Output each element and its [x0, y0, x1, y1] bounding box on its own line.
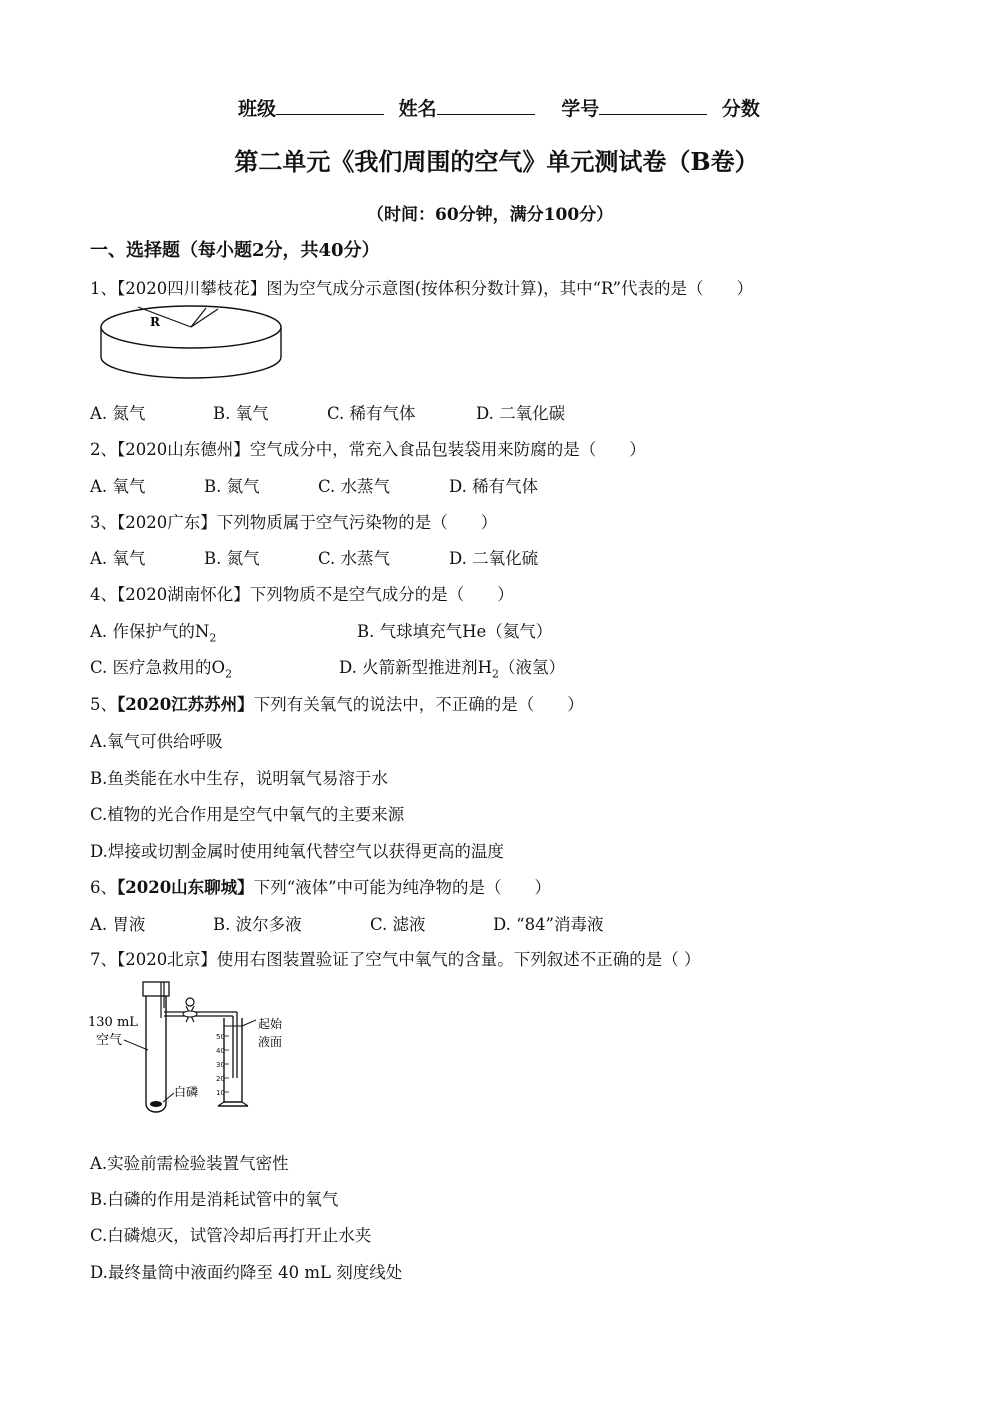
q4-option-b: B. 气球填充气He（氦气）: [357, 622, 553, 641]
class-label: 班级: [238, 98, 277, 120]
stopper: [143, 982, 169, 996]
q4-option-a: A. 作保护气的$N_2$: [90, 622, 217, 645]
question-4: [90, 581, 514, 605]
question-number: 1、: [90, 279, 117, 298]
question-number: 6、: [90, 878, 117, 897]
q4-option-c: C. 医疗急救用的$O_2$: [90, 658, 233, 681]
q1-option-c: C. 稀有气体: [327, 404, 416, 423]
question-text: 下列物质属于空气污染物的是（ ）: [216, 513, 498, 532]
label-130ml: 130 mL: [88, 1015, 138, 1030]
air-composition-figure: [98, 305, 284, 383]
section-heading: 一、选择题（每小题2分，共40分）: [90, 240, 380, 261]
q3-option-d: D. 二氧化硫: [449, 549, 539, 568]
score-label: 分数: [721, 98, 760, 120]
q2-option-a: A. 氧气: [90, 477, 146, 496]
q1-option-a: A. 氮气: [90, 404, 146, 423]
number-blank: [599, 96, 707, 115]
tick-label: 50: [216, 1033, 225, 1041]
question-source: 【2020山东德州】: [117, 440, 250, 459]
question-source: 【2020广东】: [117, 513, 217, 532]
oxygen-experiment-apparatus: [86, 978, 308, 1114]
question-3: [90, 509, 497, 533]
page-subtitle: （时间：60分钟，满分100分）: [367, 205, 614, 225]
q7-option-b: B.白磷的作用是消耗试管中的氧气: [90, 1190, 339, 1209]
start-level-pointer: [242, 1020, 256, 1026]
question-number: 7、: [90, 950, 117, 969]
name-blank: [437, 96, 535, 115]
question-source: 【2020四川攀枝花】: [117, 279, 267, 298]
name-label: 姓名: [398, 98, 437, 120]
q3-option-b: B. 氮气: [204, 549, 260, 568]
question-text: 下列“液体”中可能为纯净物的是（ ）: [253, 878, 552, 897]
q4-option-d: D. 火箭新型推进剂$H_2$（液氢）: [339, 658, 566, 681]
tick-label: 20: [216, 1075, 225, 1083]
question-text: 图为空气成分示意图(按体积分数计算)，其中“R”代表的是（ ）: [266, 279, 754, 298]
test-tube: [146, 996, 166, 1112]
class-blank: [276, 96, 384, 115]
q6-option-d: D. “84”消毒液: [493, 915, 604, 934]
q1-option-d: D. 二氧化碳: [476, 404, 566, 423]
label-start-2: 液面: [258, 1035, 283, 1049]
question-number: 3、: [90, 513, 117, 532]
question-source: 【2020山东聊城】: [117, 878, 254, 897]
question-7: [90, 946, 701, 970]
question-6: [90, 874, 551, 898]
q7-option-d: D.最终量筒中液面约降至 40 mL 刻度线处: [90, 1263, 403, 1282]
q5-option-c: C.植物的光合作用是空气中氧气的主要来源: [90, 805, 405, 824]
q6-option-a: A. 胃液: [90, 915, 146, 934]
question-number: 4、: [90, 585, 117, 604]
air-pointer: [124, 1040, 148, 1050]
question-text: 下列物质不是空气成分的是（ ）: [249, 585, 514, 604]
clamp-ring: [183, 1011, 197, 1017]
q5-option-a: A.氧气可供给呼吸: [90, 732, 223, 751]
q6-option-c: C. 滤液: [370, 915, 426, 934]
q2-option-d: D. 稀有气体: [449, 477, 539, 496]
question-text: 下列有关氧气的说法中，不正确的是（ ）: [253, 695, 584, 714]
question-5: [90, 691, 584, 715]
question-number: 2、: [90, 440, 117, 459]
student-info-line: [238, 94, 760, 121]
q7-option-c: C.白磷熄灭，试管冷却后再打开止水夹: [90, 1226, 372, 1245]
question-number: 5、: [90, 695, 117, 714]
tick-label: 10: [216, 1089, 225, 1097]
q6-option-b: B. 波尔多液: [213, 915, 302, 934]
clamp-knob: [186, 998, 194, 1006]
page-title: 第二单元《我们周围的空气》单元测试卷（B卷）: [234, 147, 759, 176]
q3-option-c: C. 水蒸气: [318, 549, 391, 568]
q7-option-a: A.实验前需检验装置气密性: [90, 1154, 289, 1173]
question-source: 【2020江苏苏州】: [117, 695, 254, 714]
question-text: 空气成分中，常充入食品包装袋用来防腐的是（ ）: [249, 440, 646, 459]
q2-option-b: B. 氮气: [204, 477, 260, 496]
q1-option-b: B. 氧气: [213, 404, 269, 423]
tick-label: 40: [216, 1047, 225, 1055]
question-1: [90, 275, 753, 299]
tick-label: 30: [216, 1061, 225, 1069]
label-air: 空气: [96, 1033, 123, 1048]
question-text: 使用右图装置验证了空气中氧气的含量。下列叙述不正确的是（ ）: [216, 950, 701, 969]
label-start-1: 起始: [258, 1017, 283, 1031]
sector-label-r: R: [150, 315, 160, 329]
question-source: 【2020湖南怀化】: [117, 585, 250, 604]
q5-option-b: B.鱼类能在水中生存，说明氧气易溶于水: [90, 769, 388, 788]
q2-option-c: C. 水蒸气: [318, 477, 391, 496]
q5-option-d: D.焊接或切割金属时使用纯氧代替空气以获得更高的温度: [90, 842, 504, 861]
question-source: 【2020北京】: [117, 950, 217, 969]
phosphorus-pointer: [163, 1093, 174, 1102]
label-phosphorus: 白磷: [174, 1085, 199, 1099]
q3-option-a: A. 氧气: [90, 549, 146, 568]
white-phosphorus: [150, 1101, 162, 1107]
number-label: 学号: [561, 98, 600, 120]
question-2: [90, 436, 646, 460]
